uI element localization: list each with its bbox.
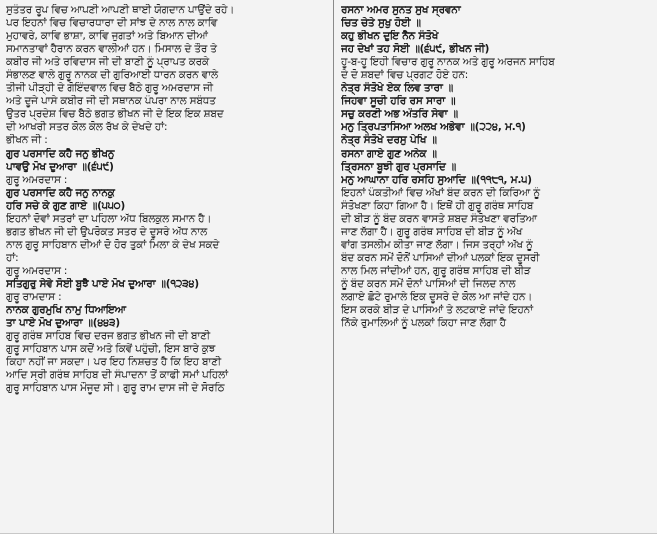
text-line: ਕਬੀਰ ਜੀ ਅਤੇ ਰਵਿਦਾਸ ਜੀ ਦੀ ਬਾਣੀ ਨੂੰ ਪ੍ਰਾਪਤ ਕਰਕੇ: [6, 56, 209, 69]
text-line: ਨਾਲ ਮਿਲ ਜਾਂਦੀਆਂ ਹਨ, ਗੁਰੂ ਗਰੰਥ ਸਾਹਿਬ ਦੀ ਬੀੜ: [341, 264, 531, 277]
text-line: ਮੁਹਾਵਰੇ, ਕਾਵਿ ਭਾਸ਼ਾ, ਕਾਵਿ ਜੁਗਤਾਂ ਅਤੇ ਬਿਆਨ ਦੀਆਂ: [6, 30, 208, 43]
text-line: ਗੁਰੂ ਸਾਹਿਬਾਨ ਪਾਸ ਕਦੋਂ ਅਤੇ ਕਿਵੇਂ ਪਹੁੰਚੀ, ਇਸ ਬਾਰੇ ਕੁਝ: [6, 343, 216, 356]
text-line: ਸੰਭਾਲਣ ਵਾਲੇ ਗੁਰੂ ਨਾਨਕ ਦੀ ਗੁਰਿਆਈ ਧਾਰਨ ਕਰਨ ਵਾਲੇ: [6, 69, 218, 82]
text-line: ਨੂੰ ਬੰਦ ਕਰਨ ਸਮੇਂ ਦੋਨਾਂ ਪਾਸਿਆਂ ਦੀ ਜਿਲਦ ਨਾਲ: [341, 277, 516, 290]
right-column: [333, 4, 649, 534]
text-line: ਲਗਾਏ ਛੋਟੇ ਰੁਮਾਲੇ ਇਕ ਦੂਸਰੇ ਦੇ ਕੋਲ ਆ ਜਾਂਦੇ ਹਨ।: [341, 291, 533, 304]
verse-line: ਨਾਨਕ ਗੁਰਮੁਖਿ ਨਾਮੁ ਧਿਆਇਆ: [6, 304, 126, 317]
text-line: ਹੂ-ਬ-ਹੂ ਇਹੀ ਵਿਚਾਰ ਗੁਰੂ ਨਾਨਕ ਅਤੇ ਗੁਰੂ ਅਰਜਨ ਸਾਹਿਬ: [341, 56, 555, 69]
text-line: ਤੀਜੀ ਪੀੜ੍ਹੀ ਦੇ ਗੋਇੰਦਵਾਲ ਵਿਚ ਬੈਠੇ ਗੁਰੂ ਅਮਰਦਾਸ ਜੀ: [6, 82, 213, 95]
text-line: ਸਮਾਨਤਾਵਾਂ ਹੈਰਾਨ ਕਰਨ ਵਾਲੀਆਂ ਹਨ। ਮਿਸਾਲ ਦੇ ਤੌਰ ਤੇ: [6, 43, 217, 56]
text-line: ਬੰਦ ਕਰਨ ਸਮੇਂ ਦੋਨੋਂ ਪਾਸਿਆਂ ਦੀਆਂ ਪਲਕਾਂ ਇਕ ਦੂਸਰੀ: [341, 251, 540, 264]
text-line: ਗੁਰੂ ਸਾਹਿਬਾਨ ਪਾਸ ਮੌਜੂਦ ਸੀ। ਗੁਰੂ ਰਾਮ ਦਾਸ ਜੀ ਦੇ ਸੋਰਠਿ: [6, 382, 225, 395]
verse-line: ਮਨੁ ਆਘਾਨਾ ਹਰਿ ਰਸਹਿ ਸੁਆਦਿ ॥(੧੧੮੧, ਮ.੫): [341, 173, 532, 186]
text-line: ਪਰ ਇਹਨਾਂ ਵਿਚ ਵਿਚਾਰਧਾਰਾ ਦੀ ਸਾਂਝ ਦੇ ਨਾਲ ਨਾਲ ਕਾਵਿ: [6, 17, 218, 30]
verse-line: ਗੁਰ ਪਰਸਾਦਿ ਕਹੈ ਜਨੁ ਭੀਖਨੁ: [6, 147, 115, 160]
verse-line: ਨੇਤ੍ਰ ਸੰਤੋਖੇ ਏਕ ਲਿਵ ਤਾਰਾ ॥: [341, 82, 454, 95]
text-line: ਉਤਰ ਪ੍ਰਦੇਸ਼ ਵਿਚ ਬੈਠੇ ਭਗਤ ਭੀਖਨ ਜੀ ਦੇ ਇਕ ਇਕ ਸ਼ਬਦ: [6, 108, 224, 121]
text-line: ਇਸ ਕਰਕੇ ਬੀੜ ਦੇ ਪਾਸਿਆਂ ਤੇ ਲਟਕਾਏ ਜਾਂਦੇ ਇਹਨਾਂ: [341, 304, 533, 317]
text-line: ਗੁਰੂ ਰਾਮਦਾਸ :: [6, 291, 62, 304]
verse-line: ਤਾ ਪਾਏ ਮੋਖ ਦੁਆਰਾ ॥(੪੪੩): [6, 317, 120, 330]
text-line: ਨਿੱਕੇ ਰੁਮਾਲਿਆਂ ਨੂੰ ਪਲਕਾਂ ਕਿਹਾ ਜਾਣ ਲੱਗਾ ਹੈ: [341, 317, 506, 330]
verse-line: ਰਸਨਾ ਗਾਏ ਗੁਣ ਅਨੇਕ ॥: [341, 147, 437, 160]
text-line: ਅਤੇ ਦੂਜੇ ਪਾਸੇ ਕਬੀਰ ਜੀ ਦੀ ਸਥਾਨਕ ਪੰਪਰਾ ਨਾਲ ਸਬੰਧਤ: [6, 95, 216, 108]
text-line: ਕਿਹਾ ਨਹੀਂ ਜਾ ਸਕਦਾ। ਪਰ ਇਹ ਨਿਸ਼ਚਤ ਹੈ ਕਿ ਇਹ ਬਾਣੀ: [6, 356, 222, 369]
text-line: ਸੁਤੰਤਰ ਰੂਪ ਵਿਚ ਆਪਣੀ ਆਪਣੀ ਥਾਈ ਯੋਗਦਾਨ ਪਾਉਂਦੇ ਰਹੇ।: [6, 4, 235, 16]
text-line: ਗੁਰੂ ਅਮਰਦਾਸ :: [6, 264, 68, 277]
text-line: ਜਾਣ ਲੱਗਾ ਹੈ। ਗੁਰੂ ਗਰੰਥ ਸਾਹਿਬ ਦੀ ਬੀੜ ਨੂੰ ਅੱਖ: [341, 225, 523, 238]
text-line: ਭੀਖਨ ਜੀ :: [6, 134, 48, 147]
text-line: ਇਹਨਾਂ ਦੋਵਾਂ ਸਤਰਾਂ ਦਾ ਪਹਿਲਾ ਅੱਧ ਬਿਲਕੁਲ ਸਮਾਨ ਹੈ।: [6, 212, 212, 225]
left-column: [6, 4, 333, 534]
text-line: ਨਾਲ ਗੁਰੂ ਸਾਹਿਬਾਨ ਦੀਆਂ ਦੋ ਹੋਰ ਤੁਕਾਂ ਮਿਲਾ ਕੇ ਦੇਖ ਸਕਦੇ: [6, 238, 220, 251]
text-line: ਗੁਰੂ ਗਰੰਥ ਸਾਹਿਬ ਵਿਚ ਦਰਜ ਭਗਤ ਭੀਖਨ ਜੀ ਦੀ ਬਾਣੀ: [6, 330, 211, 343]
text-line: ਵਾਂਗ ਤਸਲੀਮ ਕੀਤਾ ਜਾਣ ਲੱਗਾ। ਜਿਸ ਤਰ੍ਹਾਂ ਅੱਖ ਨੂੰ: [341, 238, 533, 251]
verse-line: ਜਿਹਵਾ ਸੂਚੀ ਹਰਿ ਰਸ ਸਾਰਾ ॥: [341, 95, 456, 108]
verse-line: ਰਸਨਾ ਅਮਰ ਸੁਨਤ ਸੁਖ ਸ੍ਰਵਨਾ: [341, 4, 461, 16]
verse-line: ਕਹੁ ਭੀਖਨ ਦੁਇ ਨੈਨ ਸੰਤੋਖੇ: [341, 30, 439, 43]
verse-line: ਹਰਿ ਸਚੇ ਕੇ ਗੁਣ ਗਾਏ ॥(੫੫੦): [6, 199, 126, 212]
verse-line: ਤ੍ਰਿਸਨਾ ਬੂਝੀ ਗੁਰ ਪ੍ਰਸਾਦਿ ॥: [341, 160, 456, 173]
text-line: ਇਹਨਾਂ ਪੰਕਤੀਆਂ ਵਿਚ ਅੱਖਾਂ ਬੰਦ ਕਰਨ ਦੀ ਕਿਰਿਆ ਨੂੰ: [341, 186, 540, 199]
verse-line: ਜਹ ਦੇਖਾਂ ਤਹ ਸੋਈ ॥(੬੫੯, ਭੀਖਨ ਜੀ): [341, 43, 490, 56]
text-line: ਦੀ ਆਖਰੀ ਸਤਰ ਕੋਲ ਕੋਲ ਰੱਖ ਕੇ ਦੇਖਦੇ ਹਾਂ:: [6, 121, 168, 134]
text-line: ਆਦਿ ਸ੍ਰੀ ਗਰੰਥ ਸਾਹਿਬ ਦੀ ਸੰਪਾਦਨਾ ਤੋਂ ਕਾਫੀ ਸਮਾਂ ਪਹਿਲਾਂ: [6, 369, 228, 382]
text-line: ਦੇ ਦੋ ਸ਼ਬਦਾਂ ਵਿਚ ਪ੍ਰਗਟ ਹੋਏ ਹਨ:: [341, 69, 469, 82]
text-line: ਗੁਰੂ ਅਮਰਦਾਸ :: [6, 173, 68, 186]
text-line: ਸੰਤੋਖਣਾ ਕਿਹਾ ਗਿਆ ਹੈ। ਇਥੋਂ ਹੀ ਗੁਰੂ ਗਰੰਥ ਸਾਹਿਬ: [341, 199, 534, 212]
verse-line: ਚਿਤ ਚੇਤੇ ਸੁਖੁ ਹੋਈ ॥: [341, 17, 421, 30]
verse-line: ਸਚੁ ਕਰਣੀ ਅਭ ਅੰਤਰਿ ਸੇਵਾ ॥: [341, 108, 458, 121]
verse-line: ਨੇਤ੍ਰ ਸੰਤੋਖੇ ਦਰਸੁ ਪੇਖਿ ॥: [341, 134, 437, 147]
verse-line: ਮਨੁ ਤ੍ਰਿਪਤਾਸਿਆ ਅਲਖ ਅਭੇਵਾ ॥(੨੨੪, ਮ.੧): [341, 121, 526, 134]
verse-line: ਪਾਵਉ ਮੋਖ ਦੁਆਰਾ ॥(੬੫੯): [6, 160, 114, 173]
verse-line: ਗੁਰ ਪਰਸਾਦਿ ਕਹੈ ਜਨੁ ਨਾਨਕੁ: [6, 186, 115, 199]
text-line: ਹਾਂ:: [6, 251, 19, 264]
text-line: ਦੀ ਬੀੜ ਨੂੰ ਬੰਦ ਕਰਨ ਵਾਸਤੇ ਸ਼ਬਦ ਸੰਤੋਖਣਾ ਵਰਤਿਆ: [341, 212, 537, 225]
text-line: ਭਗਤ ਭੀਖਨ ਜੀ ਦੀ ਉਪਰੋਕਤ ਸਤਰ ਦੇ ਦੂਸਰੇ ਅੱਧ ਨਾਲ: [6, 225, 208, 238]
verse-line: ਸਤਿਗੁਰੁ ਸੇਵੇ ਸੋਈ ਬੂਝੈ ਪਾਏ ਮੋਖ ਦੁਆਰਾ ॥(੧੨੩੪): [6, 277, 199, 290]
